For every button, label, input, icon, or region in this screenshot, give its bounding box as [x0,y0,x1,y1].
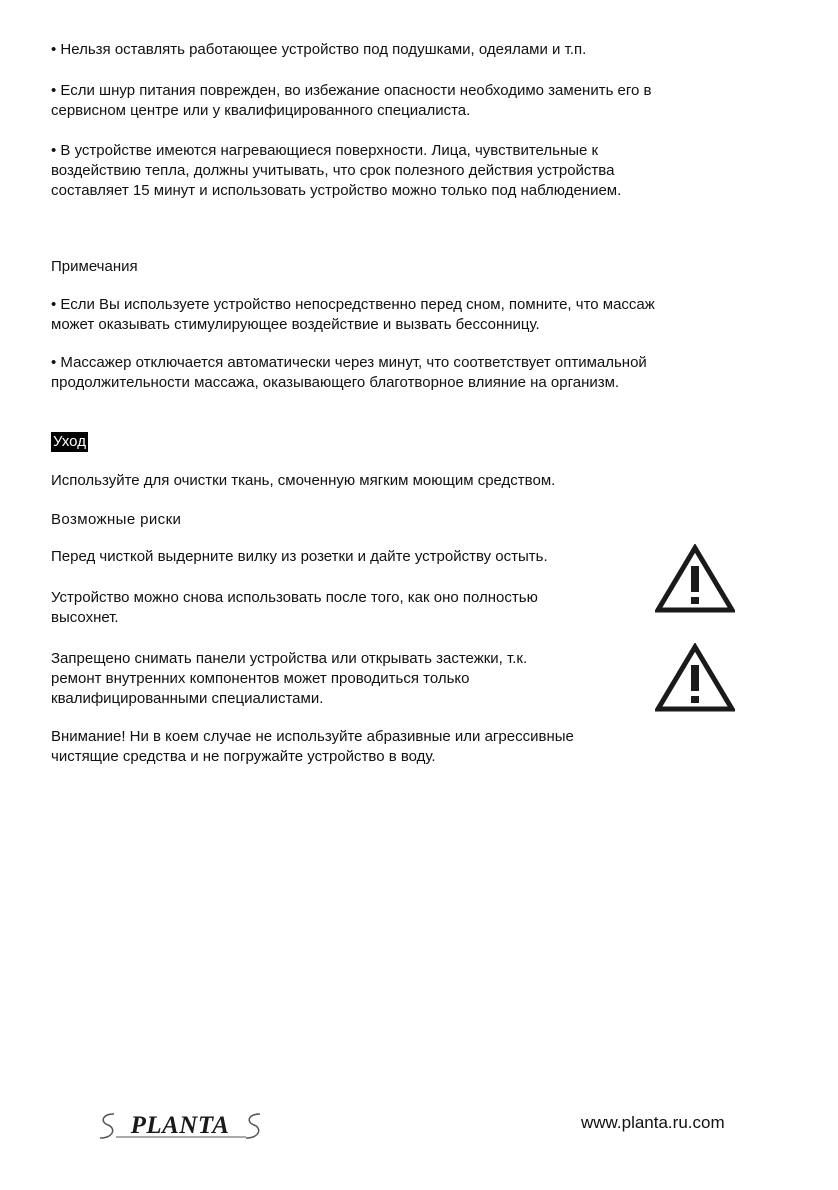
note-item-sleep: • Если Вы используете устройство непосредственно перед сном, помните, что массаж может оказывать стимулирующее воздействие и вызвать бессонницу. [51,296,655,333]
website-url: www.planta.ru.com [581,1113,725,1132]
risk-unplug-text: Перед чисткой выдерните вилку из розетки и дайте устройству остыть. [51,548,548,565]
care-heading: Уход [53,433,86,450]
safety-item-hot-surfaces: • В устройстве имеются нагревающиеся поверхности. Лица, чувствительные к воздействию тепла, должны учитывать, что срок полезного действия устройства составляет 15 минут и использовать устройство можно только под наблюдением. [51,142,622,199]
safety-item-pillows: • Нельзя оставлять работающее устройство под подушками, одеялами и т.п. [51,41,587,58]
warning-abrasives-text: Внимание! Ни в коем случае не используйте абразивные или агрессивные чистящие средства и не погружайте устройство в воду. [51,728,574,765]
note-item-auto-off: • Массажер отключается автоматически через минут, что соответствует оптимальной продолжительности массажа, оказывающего благотворное влияние на организм. [51,354,647,391]
risk-panels-text: Запрещено снимать панели устройства или открывать застежки, т.к. ремонт внутренних компонентов может проводиться только квалифицированными специалистами. [51,650,528,707]
logo-text: PLANTA [130,1112,230,1139]
care-cleaning-text: Используйте для очистки ткань, смоченную мягким моющим средством. [51,472,556,489]
warning-triangle-icon [655,643,735,713]
notes-heading: Примечания [51,258,138,275]
risks-heading: Возможные риски [51,511,182,528]
risk-dry-text: Устройство можно снова использовать после того, как оно полностью высохнет. [51,589,538,626]
planta-logo [96,1108,264,1144]
warning-triangle-icon [655,544,735,614]
safety-item-power-cord: • Если шнур питания поврежден, во избежание опасности необходимо заменить его в сервисном центре или у квалифицированного специалиста. [51,82,652,119]
